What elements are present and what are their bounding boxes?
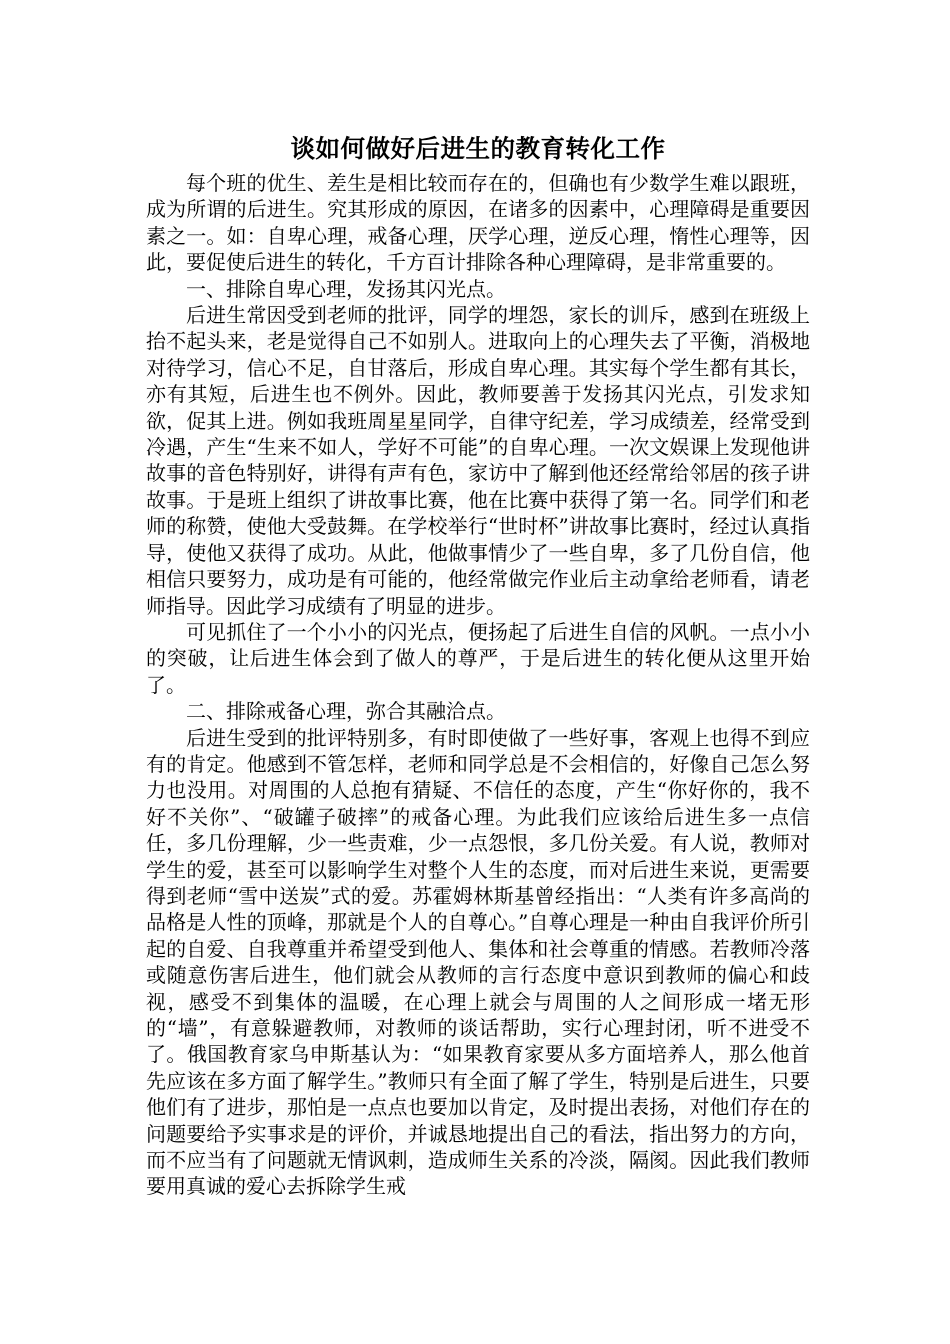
paragraph-section-1: 后进生常因受到老师的批评，同学的埋怨，家长的训斥，感到在班级上抬不起头来，老是觉得自己不如别人。进取向上的心理失去了平衡，消极地对待学习，信心不足，自甘落后，形成自卑心理。其实每个学生都有其长，亦有其短，后进生也不例外。因此，教师要善于发扬其闪光点，引发求知欲，促其上进。例如我班周星星同学，自律守纪差，学习成绩差，经常受到冷遇，产生“生来不如人，学好不可能”的自卑心理。一次文娱课上发现他讲故事的音色特别好，讲得有声有色，家访中了解到他还经常给邻居的孩子讲故事。于是班上组织了讲故事比赛，他在比赛中获得了第一名。同学们和老师的称赞，使他大受鼓舞。在学校举行“世时杯”讲故事比赛时，经过认真指导，使他又获得了成功。从此，他做事情少了一些自卑，多了几份自信，他相信只要努力，成功是有可能的，他经常做完作业后主动拿给老师看，请老师指导。因此学习成绩有了明显的进步。 (146, 303, 810, 618)
document-body (146, 170, 810, 1200)
paragraph-intro: 每个班的优生、差生是相比较而存在的，但确也有少数学生难以跟班，成为所谓的后进生。究其形成的原因，在诸多的因素中，心理障碍是重要因素之一。如：自卑心理，戒备心理，厌学心理，逆反心理，惰性心理等，因此，要促使后进生的转化，千方百计排除各种心理障碍，是非常重要的。 (146, 171, 810, 275)
section-heading-1: 一、排除自卑心理，发扬其闪光点。 (186, 276, 506, 301)
paragraph-section-2: 后进生受到的批评特别多，有时即使做了一些好事，客观上也得不到应有的肯定。他感到不管怎样，老师和同学总是不会相信的，好像自己怎么努力也没用。对周围的人总抱有猜疑、不信任的态度，产生“你好你的，我不好不关你”、“破罐子破摔”的戒备心理。为此我们应该给后进生多一点信任，多几份理解，少一些责难，少一点怨恨，多几份关爱。有人说，教师对学生的爱，甚至可以影响学生对整个人生的态度，而对后进生来说，更需要得到老师“雪中送炭”式的爱。苏霍姆林斯基曾经指出：“人类有许多高尚的品格是人性的顶峰，那就是个人的自尊心。”自尊心理是一种由自我评价所引起的自爱、自我尊重并希望受到他人、集体和社会尊重的情感。若教师冷落或随意伤害后进生，他们就会从教师的言行态度中意识到教师的偏心和歧视，感受不到集体的温暖，在心理上就会与周围的人之间形成一堵无形的“墙”，有意躲避教师，对教师的谈话帮助，实行心理封闭，听不进受不了。俄国教育家乌申斯基认为：“如果教育家要从多方面培养人，那么他首先应该在多方面了解学生。”教师只有全面了解了学生，特别是后进生，只要他们有了进步，那怕是一点点也要加以肯定，及时提出表扬，对他们存在的问题要给予实事求是的评价，并诚恳地提出自己的看法，指出努力的方向，而不应当有了问题就无情讽刺，造成师生关系的冷淡，隔阂。因此我们教师要用真诚的爱心去拆除学生戒 (146, 725, 810, 1199)
document-title: 谈如何做好后进生的教育转化工作 (290, 134, 666, 163)
paragraph-section-1-conclusion: 可见抓住了一个小小的闪光点，便扬起了后进生自信的风帆。一点小小的突破，让后进生体会到了做人的尊严，于是后进生的转化便从这里开始了。 (146, 619, 810, 697)
document-page (146, 128, 810, 1200)
section-heading-2: 二、排除戒备心理，弥合其融洽点。 (186, 699, 506, 724)
